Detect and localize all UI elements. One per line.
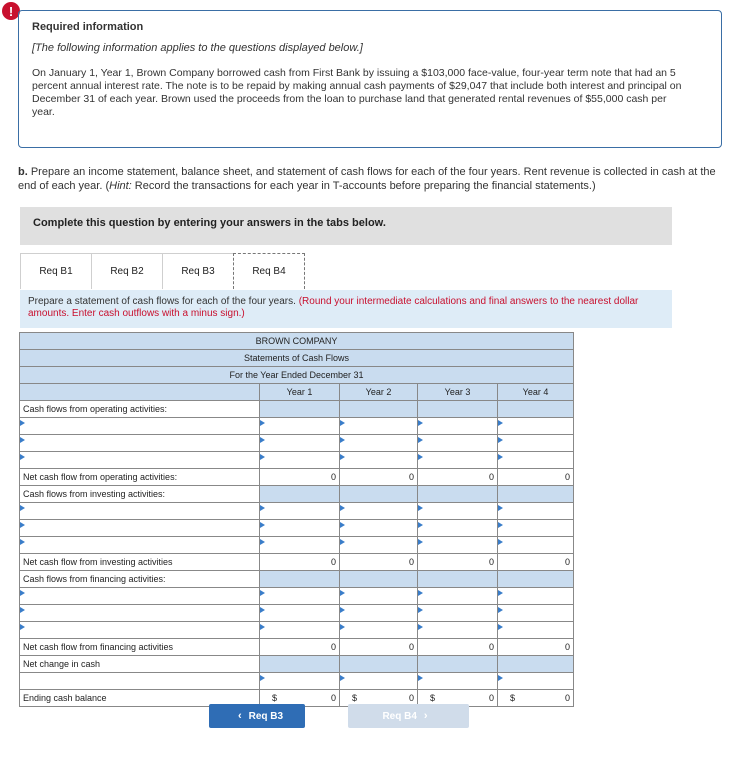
net-operating-year-3: 0 xyxy=(418,469,498,486)
cash-flow-statement-table xyxy=(19,332,574,707)
blank-cell xyxy=(418,571,498,588)
financing-y1-input-2[interactable] xyxy=(260,605,340,622)
ending-cash-value-4: 0 xyxy=(565,693,571,703)
operating-y2-input-2[interactable] xyxy=(340,435,418,452)
net-operating-year-2: 0 xyxy=(340,469,418,486)
blank-cell xyxy=(340,401,418,418)
currency-symbol: $ xyxy=(272,693,278,703)
ending-cash-value-1: 0 xyxy=(330,693,336,703)
statement-title: Statements of Cash Flows xyxy=(20,350,574,367)
info-title: Required information xyxy=(32,21,144,33)
investing-y4-input-3[interactable] xyxy=(498,537,574,554)
ending-cash-value-2: 0 xyxy=(408,693,414,703)
financing-y4-input-1[interactable] xyxy=(498,588,574,605)
operating-y2-input-1[interactable] xyxy=(340,418,418,435)
investing-label: Cash flows from investing activities: xyxy=(20,486,260,503)
operating-y4-input-3[interactable] xyxy=(498,452,574,469)
financing-y3-input-1[interactable] xyxy=(418,588,498,605)
investing-y2-input-3[interactable] xyxy=(340,537,418,554)
financing-y3-input-2[interactable] xyxy=(418,605,498,622)
net-investing-year-2: 0 xyxy=(340,554,418,571)
beginning-cash-y2-input[interactable] xyxy=(340,673,418,690)
question-prefix: b. xyxy=(18,166,28,178)
instruction-box xyxy=(20,290,672,328)
operating-item-input-1[interactable] xyxy=(20,418,260,435)
investing-item-input-1[interactable] xyxy=(20,503,260,520)
operating-label: Cash flows from operating activities: xyxy=(20,401,260,418)
chevron-right-icon: › xyxy=(423,710,428,722)
tab-req-b4[interactable]: Req B4 xyxy=(233,253,305,289)
blank-cell xyxy=(498,401,574,418)
beginning-cash-y4-input[interactable] xyxy=(498,673,574,690)
tab-bar xyxy=(20,253,304,289)
operating-y4-input-2[interactable] xyxy=(498,435,574,452)
blank-cell xyxy=(260,486,340,503)
currency-symbol: $ xyxy=(430,693,436,703)
info-body: On January 1, Year 1, Brown Company borrowed cash from First Bank by issuing a $103,000 face-value, four-year term note that had an 5 percent annual interest rate. The note is to be repaid by making annual cash payments of $29,047 that include both interest and principal on December 31 of each year. Brown used the proceeds from the loan to purchase land that generated rental revenues of $55,000 cash per year. xyxy=(32,67,682,118)
investing-y2-input-2[interactable] xyxy=(340,520,418,537)
investing-item-input-2[interactable] xyxy=(20,520,260,537)
blank-cell xyxy=(418,486,498,503)
blank-cell xyxy=(340,571,418,588)
blank-cell xyxy=(340,656,418,673)
financing-y2-input-1[interactable] xyxy=(340,588,418,605)
net-investing-year-4: 0 xyxy=(498,554,574,571)
alert-icon: ! xyxy=(2,2,20,20)
tab-req-b3[interactable]: Req B3 xyxy=(162,253,234,289)
question-body: Prepare an income statement, balance sheet, and statement of cash flows for each of the four years. Rent revenue is collected in cash at the end of each year. ( xyxy=(18,166,716,192)
complete-question-bar: Complete this question by entering your answers in the tabs below. xyxy=(20,207,672,245)
instruction-main: Prepare a statement of cash flows for each of the four years. xyxy=(28,296,299,307)
statement-company: BROWN COMPANY xyxy=(20,333,574,350)
blank-cell xyxy=(498,656,574,673)
operating-y1-input-1[interactable] xyxy=(260,418,340,435)
net-change-spacer xyxy=(20,673,260,690)
financing-item-input-2[interactable] xyxy=(20,605,260,622)
blank-cell xyxy=(260,401,340,418)
net-financing-label: Net cash flow from financing activities xyxy=(20,639,260,656)
operating-y2-input-3[interactable] xyxy=(340,452,418,469)
question-hint-rest: Record the transactions for each year in T-accounts before preparing the financial statements.) xyxy=(131,180,596,192)
investing-y4-input-2[interactable] xyxy=(498,520,574,537)
net-investing-year-3: 0 xyxy=(418,554,498,571)
investing-y4-input-1[interactable] xyxy=(498,503,574,520)
operating-y1-input-3[interactable] xyxy=(260,452,340,469)
beginning-cash-y1-input[interactable] xyxy=(260,673,340,690)
next-button-req-b4[interactable] xyxy=(348,704,469,728)
prev-button-req-b3[interactable] xyxy=(209,704,305,728)
statement-period: For the Year Ended December 31 xyxy=(20,367,574,384)
investing-y1-input-3[interactable] xyxy=(260,537,340,554)
operating-y3-input-3[interactable] xyxy=(418,452,498,469)
investing-y3-input-2[interactable] xyxy=(418,520,498,537)
net-operating-year-4: 0 xyxy=(498,469,574,486)
blank-cell xyxy=(498,571,574,588)
investing-y3-input-1[interactable] xyxy=(418,503,498,520)
column-header-blank xyxy=(20,384,260,401)
investing-y1-input-2[interactable] xyxy=(260,520,340,537)
net-financing-year-3: 0 xyxy=(418,639,498,656)
net-investing-label: Net cash flow from investing activities xyxy=(20,554,260,571)
next-button-label: Req B4 xyxy=(382,710,417,722)
ending-cash-label: Ending cash balance xyxy=(20,690,260,707)
currency-symbol: $ xyxy=(510,693,516,703)
column-header-year-2: Year 2 xyxy=(340,384,418,401)
net-financing-year-1: 0 xyxy=(260,639,340,656)
financing-y3-input-3[interactable] xyxy=(418,622,498,639)
investing-y1-input-1[interactable] xyxy=(260,503,340,520)
tab-req-b1[interactable]: Req B1 xyxy=(20,253,92,289)
blank-cell xyxy=(260,656,340,673)
financing-y4-input-2[interactable] xyxy=(498,605,574,622)
net-operating-year-1: 0 xyxy=(260,469,340,486)
financing-item-input-1[interactable] xyxy=(20,588,260,605)
currency-symbol: $ xyxy=(352,693,358,703)
financing-y4-input-3[interactable] xyxy=(498,622,574,639)
operating-y4-input-1[interactable] xyxy=(498,418,574,435)
net-change-label: Net change in cash xyxy=(20,656,260,673)
operating-y3-input-2[interactable] xyxy=(418,435,498,452)
prev-button-label: Req B3 xyxy=(248,710,284,722)
blank-cell xyxy=(340,486,418,503)
column-header-year-1: Year 1 xyxy=(260,384,340,401)
net-investing-year-1: 0 xyxy=(260,554,340,571)
blank-cell xyxy=(418,401,498,418)
investing-y3-input-3[interactable] xyxy=(418,537,498,554)
financing-y2-input-2[interactable] xyxy=(340,605,418,622)
net-financing-year-4: 0 xyxy=(498,639,574,656)
operating-y3-input-1[interactable] xyxy=(418,418,498,435)
ending-cash-value-3: 0 xyxy=(488,693,494,703)
question-hint: Hint: xyxy=(109,180,132,192)
financing-y2-input-3[interactable] xyxy=(340,622,418,639)
blank-cell xyxy=(498,486,574,503)
net-operating-label: Net cash flow from operating activities: xyxy=(20,469,260,486)
investing-item-input-3[interactable] xyxy=(20,537,260,554)
blank-cell xyxy=(418,656,498,673)
operating-item-input-3[interactable] xyxy=(20,452,260,469)
chevron-left-icon: ‹ xyxy=(237,710,242,722)
financing-item-input-3[interactable] xyxy=(20,622,260,639)
investing-y2-input-1[interactable] xyxy=(340,503,418,520)
question-text xyxy=(18,165,718,193)
tab-req-b2[interactable]: Req B2 xyxy=(91,253,163,289)
beginning-cash-y3-input[interactable] xyxy=(418,673,498,690)
ending-cash-year-4 xyxy=(498,690,574,707)
blank-cell xyxy=(260,571,340,588)
info-intro: [The following information applies to the questions displayed below.] xyxy=(32,42,363,54)
financing-y1-input-3[interactable] xyxy=(260,622,340,639)
column-header-year-4: Year 4 xyxy=(498,384,574,401)
operating-item-input-2[interactable] xyxy=(20,435,260,452)
financing-label: Cash flows from financing activities: xyxy=(20,571,260,588)
operating-y1-input-2[interactable] xyxy=(260,435,340,452)
net-financing-year-2: 0 xyxy=(340,639,418,656)
instruction-note: (Round your intermediate calculations and final answers to the nearest dollar amounts. Enter cash outflows with a minus sign.) xyxy=(28,296,639,319)
financing-y1-input-1[interactable] xyxy=(260,588,340,605)
column-header-year-3: Year 3 xyxy=(418,384,498,401)
